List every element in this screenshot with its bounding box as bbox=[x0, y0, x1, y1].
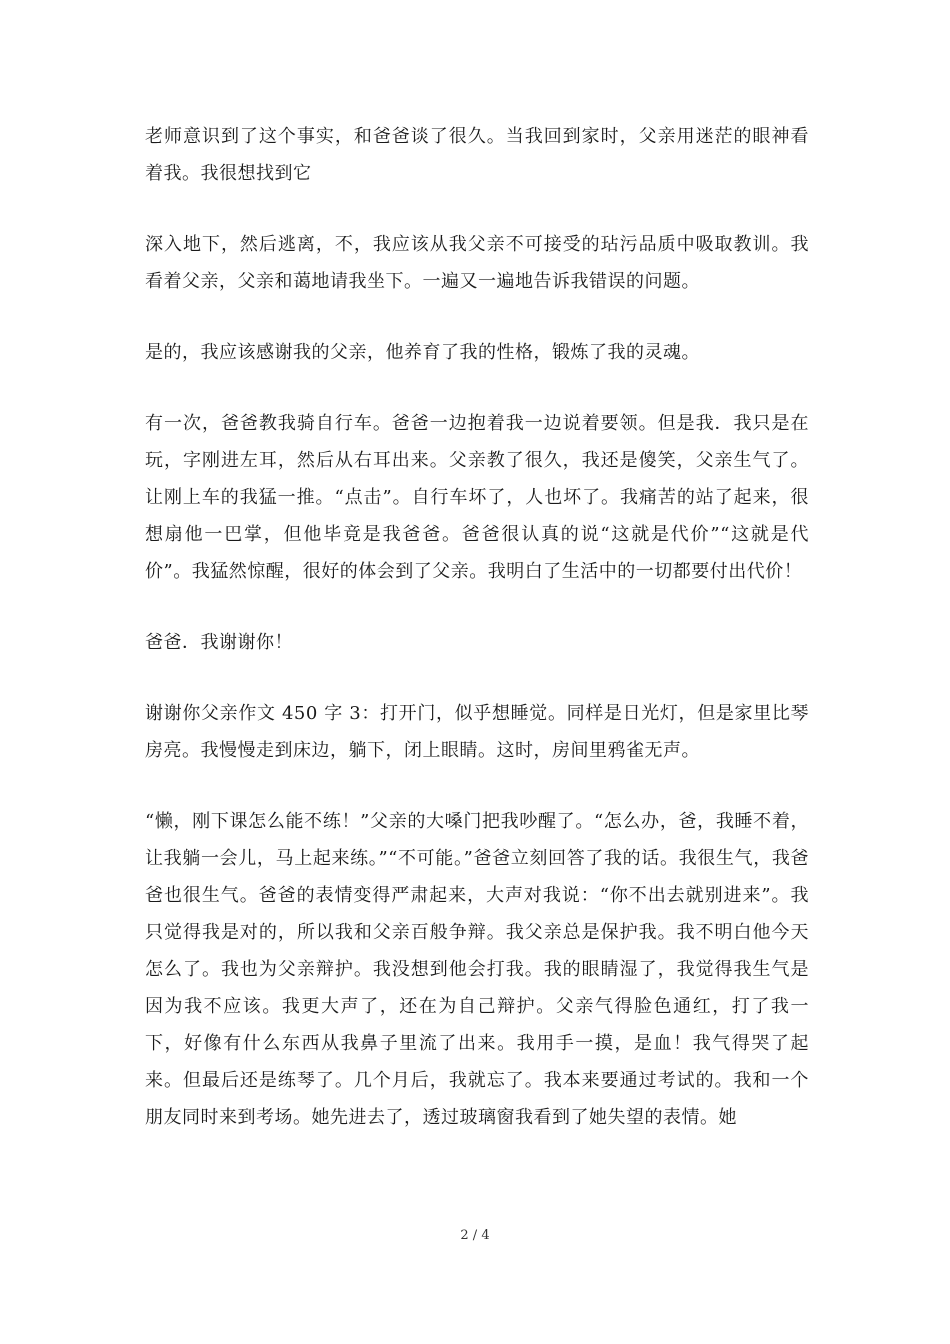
paragraph: 谢谢你父亲作文 450 字 3：打开门，似乎想睡觉。同样是日光灯，但是家里比琴房亮。我慢慢走到床边，躺下，闭上眼睛。这时，房间里鸦雀无声。 bbox=[145, 703, 809, 761]
paragraph: 有一次，爸爸教我骑自行车。爸爸一边抱着我一边说着要领。但是我．我只是在玩，字刚进左耳，然后从右耳出来。父亲教了很久，我还是傻笑，父亲生气了。让刚上车的我猛一推。“点击”。自行车坏了，人也坏了。我痛苦的站了起来，很想扇他一巴掌，但他毕竟是我爸爸。爸爸很认真的说“这就是代价”“这就是代价”。我猛然惊醒，很好的体会到了父亲。我明白了生活中的一切都要付出代价！ bbox=[145, 413, 809, 582]
paragraph: 深入地下，然后逃离，不，我应该从我父亲不可接受的玷污品质中吸取教训。我看着父亲，父亲和蔼地请我坐下。一遍又一遍地告诉我错误的问题。 bbox=[145, 234, 809, 292]
document-body bbox=[145, 118, 809, 1170]
page-number: 2 / 4 bbox=[460, 1228, 490, 1243]
paragraph: 是的，我应该感谢我的父亲，他养育了我的性格，锻炼了我的灵魂。 bbox=[145, 342, 700, 363]
paragraph: 爸爸．我谢谢你！ bbox=[145, 632, 293, 653]
paragraph: 老师意识到了这个事实，和爸爸谈了很久。当我回到家时，父亲用迷茫的眼神看着我。我很想找到它 bbox=[145, 126, 809, 184]
paragraph: “懒，刚下课怎么能不练！”父亲的大嗓门把我吵醒了。“怎么办，爸，我睡不着，让我躺一会儿，马上起来练。”“不可能。”爸爸立刻回答了我的话。我很生气，我爸爸也很生气。爸爸的表情变得严肃起来，大声对我说：“你不出去就别进来”。我只觉得我是对的，所以我和父亲百般争辩。我父亲总是保护我。我不明白他今天怎么了。我也为父亲辩护。我没想到他会打我。我的眼睛湿了，我觉得我生气是因为我不应该。我更大声了，还在为自己辩护。父亲气得脸色通红，打了我一下，好像有什么东西从我鼻子里流了出来。我用手一摸，是血！我气得哭了起来。但最后还是练琴了。几个月后，我就忘了。我本来要通过考试的。我和一个朋友同时来到考场。她先进去了，透过玻璃窗我看到了她失望的表情。她 bbox=[145, 811, 809, 1128]
